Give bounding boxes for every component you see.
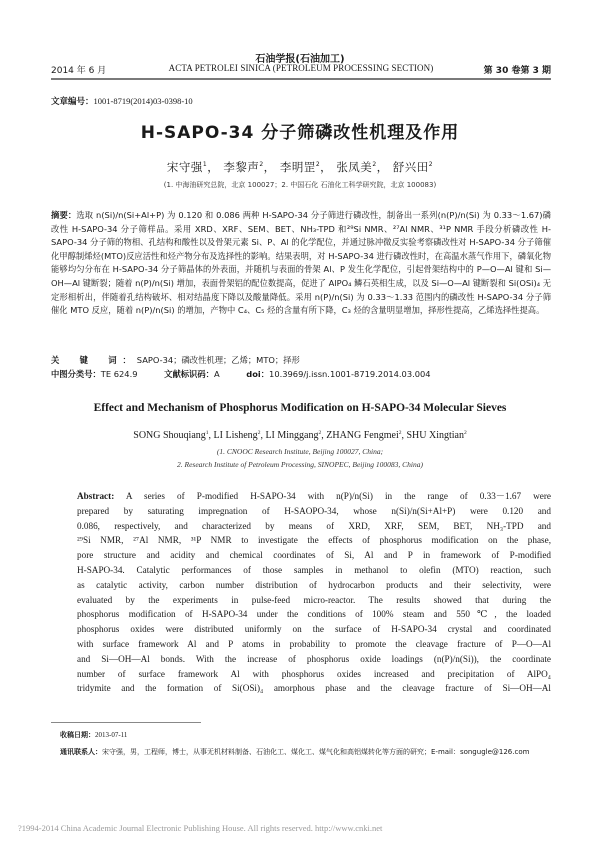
author-cn: 张凤美$^2$	[336, 160, 377, 174]
article-number	[51, 95, 193, 107]
running-header	[51, 63, 551, 77]
article-number-value: 1001-8719(2014)03-0398-10	[93, 96, 193, 106]
author-list-en: SONG Shouqiang$^1$, LI Lisheng$^2$, LI Minggang$^2$, ZHANG Fengmei$^2$, SHU Xingtian$^2$	[133, 430, 467, 441]
abstract-en	[77, 489, 551, 696]
abstract-en-line: with surface framework Al and P atoms in probability to promote the cleavage fracture of P—O—Al	[77, 638, 551, 649]
abstract-cn	[51, 209, 551, 318]
abstract-en-line: ²⁹Si NMR, ²⁷Al NMR, ³¹P NMR to investigate the effects of phosphorus modification on the phase,	[77, 535, 551, 546]
author-en: SHU Xingtian$^2$	[406, 430, 467, 441]
abstract-cn-label: 摘要：	[51, 210, 77, 220]
received-date: 收稿日期：2013-07-11	[60, 731, 128, 739]
abstract-en-line: and Si—OH—Al bonds. With the increase of phosphorus oxide loadings (n(P)/n(Si)), the coordinate	[77, 653, 551, 664]
abstract-en-line: H-SAPO-34. Catalytic performances of those samples in methanol to olefin (MTO) reaction, such	[77, 564, 551, 575]
author-cn: 舒兴田$^2$	[392, 160, 434, 174]
paper-title-en: Effect and Mechanism of Phosphorus Modification on H-SAPO-34 Molecular Sieves	[93, 402, 507, 414]
footnote-rule	[51, 722, 201, 723]
author-cn: 宋守强$^1$	[166, 160, 208, 174]
issue-date: 2014 年 6 月	[51, 66, 107, 76]
affiliations-cn: (1. 中海油研究总院，北京 100027；2. 中国石化 石油化工科学研究院，北京 100083)	[163, 181, 437, 189]
keywords-cn-text: SAPO-34；磷改性机理；乙烯；MTO；择形	[136, 355, 300, 365]
abstract-en-line: prepared by saturating impregnation of H-SAOPO-34, whose n(Si)/n(Si+Al+P) were 0.120 and	[77, 505, 551, 516]
abstract-en-line: as catalytic activity, carbon number distribution of hydrocarbon products and their selectivity, were	[77, 579, 551, 590]
document-code: 文献标识码：A	[164, 369, 220, 379]
author-list-cn: 宋守强$^1$， 李黎声$^2$， 李明罡$^2$， 张凤美$^2$， 舒兴田$^2$	[166, 160, 434, 174]
abstract-en-line: 0.086, respectively, and characterized by means of XRD, XRF, SEM, BET, NH₃-TPD and	[77, 520, 551, 531]
affiliation-en-1: (1. CNOOC Research Institute, Beijing 100027, China;	[216, 447, 384, 456]
classification-row	[51, 368, 551, 380]
abstract-en-line: phosphorus modification of H-SAPO-34 under the conditions of 100% steam and 550℃, the loaded	[77, 609, 551, 620]
keywords-cn-label: 关 键 词：	[51, 355, 137, 365]
journal-name-en: ACTA PETROLEI SINICA (PETROLEUM PROCESSING SECTION)	[168, 63, 434, 73]
paper-title-cn: H-SAPO-34 分子筛磷改性机理及作用	[140, 123, 460, 143]
doi[interactable]: doi：10.3969/j.issn.1001-8719.2014.03.004	[246, 369, 431, 379]
abstract-en-line: tridymite and the formation of Si(OSi)₄ amorphous phase and the cleavage fracture of Si—OH—Al	[77, 683, 551, 694]
keywords-cn	[51, 354, 551, 366]
author-cn: 李黎声$^2$	[223, 160, 264, 174]
author-cn: 李明罡$^2$	[279, 160, 321, 174]
abstract-en-line: phosphorus oxides were distributed uniformly on the surface of H-SAPO-34 crystal and coordinated	[77, 624, 551, 635]
copyright-notice: ?1994-2014 China Academic Journal Electronic Publishing House. All rights reserved. http://www.cnki.net	[18, 823, 383, 833]
affiliation-en-2: 2. Research Institute of Petroleum Processing, SINOPEC, Beijing 100083, China)	[176, 460, 423, 469]
corresponding-author: 通讯联系人：宋守强，男，工程师，博士，从事无机材料制备、石油化工、煤化工、煤气化和高铝煤转化等方面的研究；E-mail：songugle@126.com	[60, 748, 530, 756]
clc-number: 中图分类号：TE 624.9	[51, 369, 138, 379]
abstract-en-line: pore structure and acidity and chemical coordinates of Si, Al and P in framework of P-modified	[77, 550, 551, 561]
journal-name-cn: 石油学报(石油加工)	[255, 54, 345, 65]
author-en: LI Minggang$^2$	[265, 430, 322, 441]
author-en: ZHANG Fengmei$^2$	[326, 430, 402, 441]
volume-issue: 第 30 卷第 3 期	[483, 66, 551, 76]
abstract-en-line: evaluated by the experiments in pulse-feed micro-reactor. The results showed that during the	[77, 594, 551, 605]
article-number-label: 文章编号：	[51, 97, 94, 107]
abstract-en-line: number of surface framework Al with phosphorus oxides increased and precipitation of AlPO₄	[77, 668, 551, 679]
author-en: LI Lisheng$^2$	[213, 430, 261, 441]
abstract-cn-text: 选取 n(Si)/n(Si+Al+P) 为 0.120 和 0.086 两种 H-SAPO-34 分子筛进行磷改性，制备出一系列(n(P)/n(Si) 为 0.33～1.67)磷改性 H-SAPO-34 分子筛样品。采用 XRD、XRF、SEM、BET、NH₃-TPD 和²⁹Si NMR、²⁷Al NMR、³¹P NMR 手段分析磷改性 H-SAPO-34 分子筛的物相、孔结构和酸性以及骨架元素 Si、P、Al 的化学配位，并通过脉冲微反实验考察磷改性对 H-SAPO-34 分子筛催化甲醇制烯烃(MTO)反应活性和烃产物分布及选择性的影响。结果表明，对 H-SAPO-34 进行磷改性时，在高温水蒸气作用下，磷氧化物能够均匀分布在 H-SAPO-34 分子筛晶体的外表面，并随机与表面的骨架 Al、P 发生化学配位，引起骨架结构中的 P—O—Al 键和 Si—OH—Al 键断裂；随着 n(P)/n(Si) 增加，表面骨架铝的配位数提高，促进了 AlPO₄ 鳞石英相生成，以及 Si—O—Al 键断裂和 Si(OSi)₄ 无定形相析出，伴随着孔结构破坏、相对结晶度下降以及酸量降低。采用 n(P)/n(Si) 为 0.33～1.33 范围内的磷改性 H-SAPO-34 分子筛催化 MTO 反应，随着 n(P)/n(Si) 的增加，产物中 C₄、C₅ 烃的含量有所下降，C₃ 烃的含量明显增加，择形性提高，乙烯选择性提高。	[51, 210, 551, 316]
author-en: SONG Shouqiang$^1$	[133, 430, 209, 441]
header-rule	[51, 78, 551, 80]
abstract-en-line: Abstract: A series of P-modified H-SAPO-34 with n(P)/n(Si) in the range of 0.33－1.67 were	[77, 491, 551, 501]
